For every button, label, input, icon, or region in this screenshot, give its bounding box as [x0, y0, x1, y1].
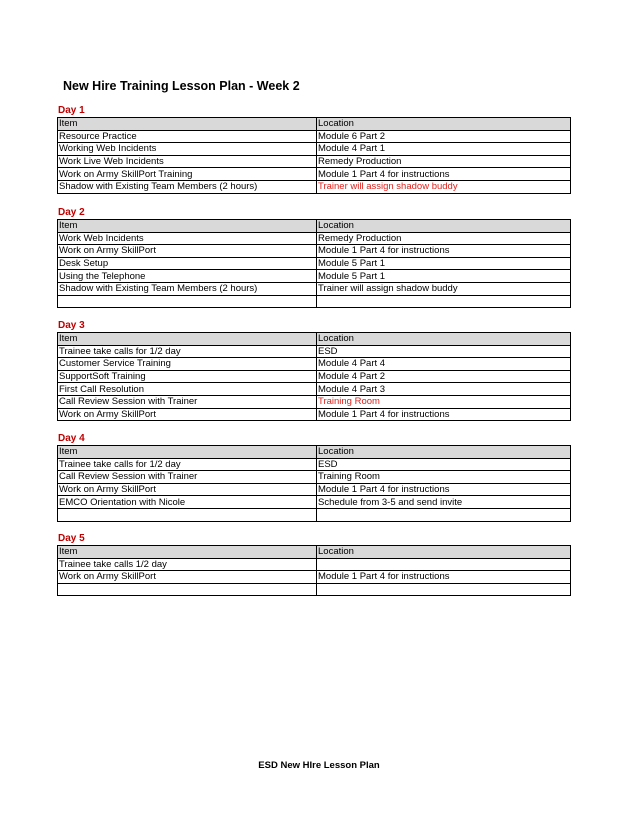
- header-location: Location: [317, 546, 571, 559]
- page-footer: ESD New HIre Lesson Plan: [258, 760, 380, 771]
- item-cell: Shadow with Existing Team Members (2 hours): [58, 180, 317, 193]
- item-cell: First Call Resolution: [58, 383, 317, 396]
- table-row: [58, 257, 571, 270]
- table-header-row: [58, 333, 571, 346]
- location-cell: [317, 295, 571, 308]
- table-row: [58, 130, 571, 143]
- page-title: New Hire Training Lesson Plan - Week 2: [63, 79, 300, 93]
- day-5-section: [57, 533, 571, 596]
- day-label: Day 3: [58, 320, 85, 331]
- header-location: Location: [317, 220, 571, 233]
- location-cell: ESD: [317, 458, 571, 471]
- table-row: [58, 155, 571, 168]
- table-row: [58, 483, 571, 496]
- item-cell: Work on Army SkillPort Training: [58, 168, 317, 181]
- location-cell: Module 5 Part 1: [317, 270, 571, 283]
- item-cell: SupportSoft Training: [58, 370, 317, 383]
- table-row: [58, 383, 571, 396]
- table-row: [58, 583, 571, 596]
- location-cell: Module 1 Part 4 for instructions: [317, 168, 571, 181]
- item-cell: Using the Telephone: [58, 270, 317, 283]
- item-cell: Trainee take calls 1/2 day: [58, 558, 317, 571]
- item-cell: Shadow with Existing Team Members (2 hours): [58, 282, 317, 295]
- day-4-table: [57, 445, 571, 522]
- day-label: Day 4: [58, 433, 85, 444]
- location-cell: Training Room: [317, 471, 571, 484]
- table-header-row: [58, 446, 571, 459]
- table-row: [58, 558, 571, 571]
- item-cell: [58, 508, 317, 521]
- location-cell: Trainer will assign shadow buddy: [317, 180, 571, 193]
- table-row: [58, 471, 571, 484]
- item-cell: Work on Army SkillPort: [58, 483, 317, 496]
- day-label: Day 5: [58, 533, 85, 544]
- day-4-section: [57, 433, 571, 522]
- item-cell: Desk Setup: [58, 257, 317, 270]
- table-row: [58, 496, 571, 509]
- table-row: [58, 143, 571, 156]
- header-location: Location: [317, 333, 571, 346]
- location-cell: Remedy Production: [317, 155, 571, 168]
- day-label: Day 1: [58, 105, 85, 116]
- item-cell: Work on Army SkillPort: [58, 571, 317, 584]
- header-item: Item: [58, 546, 317, 559]
- location-cell: Module 1 Part 4 for instructions: [317, 408, 571, 421]
- location-cell: Remedy Production: [317, 232, 571, 245]
- location-cell: [317, 558, 571, 571]
- table-row: [58, 232, 571, 245]
- day-3-section: [57, 320, 571, 421]
- table-row: [58, 370, 571, 383]
- header-item: Item: [58, 333, 317, 346]
- header-item: Item: [58, 446, 317, 459]
- day-2-section: [57, 207, 571, 308]
- table-row: [58, 345, 571, 358]
- location-cell: [317, 508, 571, 521]
- location-cell: Trainer will assign shadow buddy: [317, 282, 571, 295]
- location-cell: Module 4 Part 4: [317, 358, 571, 371]
- location-cell: Module 4 Part 2: [317, 370, 571, 383]
- table-header-row: [58, 546, 571, 559]
- day-1-table: [57, 117, 571, 194]
- header-location: Location: [317, 446, 571, 459]
- table-row: [58, 458, 571, 471]
- day-2-table: [57, 219, 571, 308]
- day-5-table: [57, 545, 571, 596]
- item-cell: Call Review Session with Trainer: [58, 471, 317, 484]
- table-header-row: [58, 220, 571, 233]
- table-row: [58, 295, 571, 308]
- location-cell: [317, 583, 571, 596]
- item-cell: Work Web Incidents: [58, 232, 317, 245]
- table-row: [58, 168, 571, 181]
- header-location: Location: [317, 118, 571, 131]
- table-row: [58, 358, 571, 371]
- table-row: [58, 282, 571, 295]
- header-item: Item: [58, 220, 317, 233]
- item-cell: Trainee take calls for 1/2 day: [58, 458, 317, 471]
- location-cell: Module 4 Part 1: [317, 143, 571, 156]
- item-cell: Work Live Web Incidents: [58, 155, 317, 168]
- item-cell: Customer Service Training: [58, 358, 317, 371]
- location-cell: Module 5 Part 1: [317, 257, 571, 270]
- location-cell: Module 4 Part 3: [317, 383, 571, 396]
- item-cell: Resource Practice: [58, 130, 317, 143]
- table-row: [58, 571, 571, 584]
- location-cell: Module 1 Part 4 for instructions: [317, 245, 571, 258]
- day-label: Day 2: [58, 207, 85, 218]
- location-cell: Training Room: [317, 395, 571, 408]
- item-cell: Trainee take calls for 1/2 day: [58, 345, 317, 358]
- day-1-section: [57, 105, 571, 194]
- location-cell: Schedule from 3-5 and send invite: [317, 496, 571, 509]
- item-cell: [58, 583, 317, 596]
- item-cell: Working Web Incidents: [58, 143, 317, 156]
- location-cell: Module 6 Part 2: [317, 130, 571, 143]
- table-row: [58, 245, 571, 258]
- location-cell: Module 1 Part 4 for instructions: [317, 483, 571, 496]
- item-cell: Work on Army SkillPort: [58, 408, 317, 421]
- item-cell: Call Review Session with Trainer: [58, 395, 317, 408]
- table-row: [58, 508, 571, 521]
- day-3-table: [57, 332, 571, 421]
- item-cell: [58, 295, 317, 308]
- location-cell: ESD: [317, 345, 571, 358]
- item-cell: EMCO Orientation with Nicole: [58, 496, 317, 509]
- header-item: Item: [58, 118, 317, 131]
- table-row: [58, 270, 571, 283]
- table-row: [58, 180, 571, 193]
- location-cell: Module 1 Part 4 for instructions: [317, 571, 571, 584]
- table-row: [58, 395, 571, 408]
- table-header-row: [58, 118, 571, 131]
- table-row: [58, 408, 571, 421]
- item-cell: Work on Army SkillPort: [58, 245, 317, 258]
